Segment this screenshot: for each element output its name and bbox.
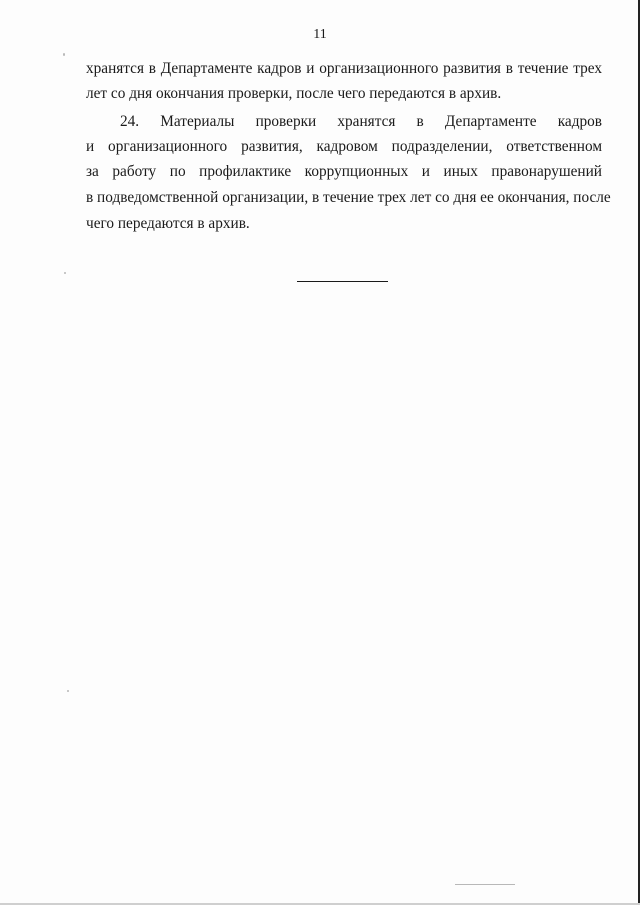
text-line: за работу по профилактике коррупционных и иных правонарушений <box>86 163 602 180</box>
page-number: 11 <box>313 27 327 42</box>
scan-speck <box>455 884 515 885</box>
text-line: в подведомственной организации, в течение трех лет со дня ее окончания, после <box>86 189 611 206</box>
text-line: чего передаются в архив. <box>86 215 250 232</box>
text-line: лет со дня окончания проверки, после чего передаются в архив. <box>86 85 502 102</box>
text-line: хранятся в Департаменте кадров и организационного развития в течение трех <box>86 60 602 77</box>
scan-speck <box>63 53 65 56</box>
text-line: 24. Материалы проверки хранятся в Департаменте кадров <box>120 113 602 130</box>
scan-speck <box>67 690 69 692</box>
scan-speck <box>64 272 66 274</box>
text-line: и организационного развития, кадровом подразделении, ответственном <box>86 138 602 155</box>
end-separator-line <box>297 281 388 282</box>
